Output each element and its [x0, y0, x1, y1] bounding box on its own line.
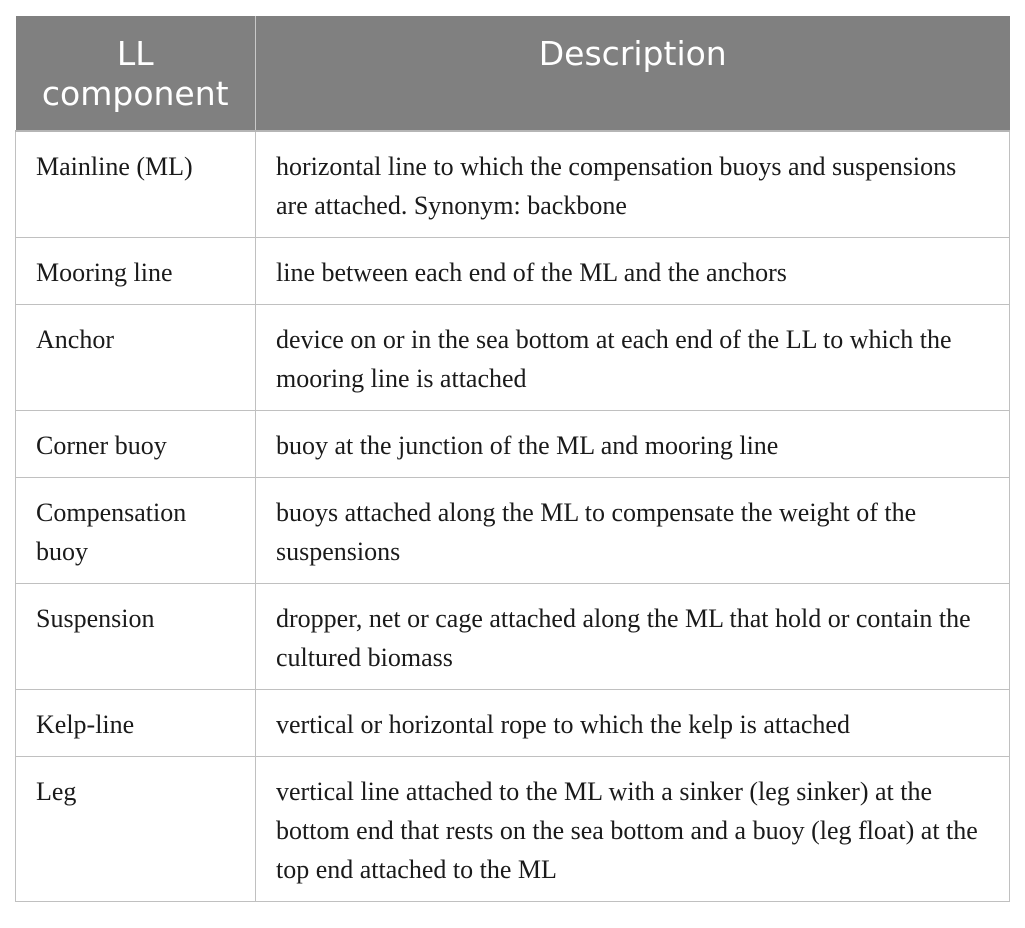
description-cell: dropper, net or cage attached along the ML that hold or contain the cultured biomass	[256, 584, 1010, 690]
table-header	[16, 16, 1010, 131]
header-ll-component: LL component	[16, 16, 256, 131]
table-row	[16, 757, 1010, 902]
header-description: Description	[256, 16, 1010, 131]
component-cell: Mainline (ML)	[16, 131, 256, 238]
component-cell: Mooring line	[16, 238, 256, 305]
description-cell: buoy at the junction of the ML and mooring line	[256, 411, 1010, 478]
description-cell: buoys attached along the ML to compensate the weight of the suspensions	[256, 478, 1010, 584]
component-cell: Corner buoy	[16, 411, 256, 478]
description-cell: device on or in the sea bottom at each end of the LL to which the mooring line is attached	[256, 305, 1010, 411]
table-row	[16, 411, 1010, 478]
description-cell: vertical line attached to the ML with a sinker (leg sinker) at the bottom end that rests on the sea bottom and a buoy (leg float) at the top end attached to the ML	[256, 757, 1010, 902]
header-row	[16, 16, 1010, 131]
description-cell: vertical or horizontal rope to which the kelp is attached	[256, 690, 1010, 757]
table-row	[16, 690, 1010, 757]
component-cell: Anchor	[16, 305, 256, 411]
description-cell: line between each end of the ML and the anchors	[256, 238, 1010, 305]
table-row	[16, 584, 1010, 690]
table-row	[16, 305, 1010, 411]
component-cell: Kelp-line	[16, 690, 256, 757]
table-row	[16, 478, 1010, 584]
table-row	[16, 238, 1010, 305]
ll-components-table-container	[15, 16, 1009, 902]
component-cell: Leg	[16, 757, 256, 902]
table-row	[16, 131, 1010, 238]
component-cell: Compensation buoy	[16, 478, 256, 584]
description-cell: horizontal line to which the compensation buoys and suspensions are attached. Synonym: backbone	[256, 131, 1010, 238]
component-cell: Suspension	[16, 584, 256, 690]
ll-components-table	[15, 16, 1010, 902]
table-body	[16, 131, 1010, 902]
